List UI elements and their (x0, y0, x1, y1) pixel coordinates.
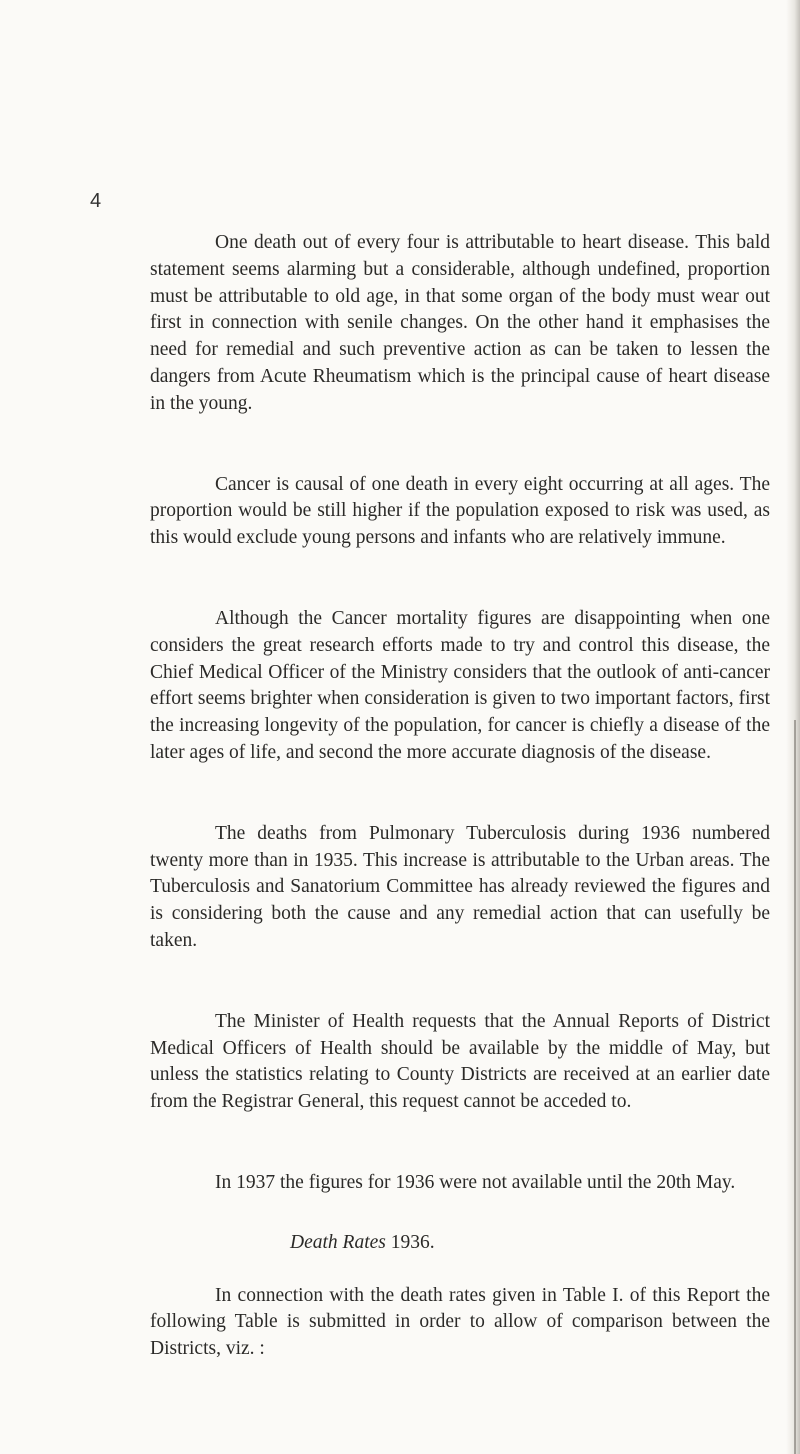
paragraph-table-introduction: In connection with the death rates given in Table I. of this Report the following Table is submitted in order to allow of comparison between the Districts, viz. : (150, 1284, 770, 1360)
paragraph-annual-reports: The Minister of Health requests that the Annual Reports of District Medical Officers of Health should be available by the middle of May, but unless the statistics relating to County Districts are received at an earlier date from the Registrar General, this request cannot be acceded to. (150, 1010, 770, 1113)
section-title: Death Rates (290, 1231, 386, 1253)
paragraph-pulmonary-tuberculosis: The deaths from Pulmonary Tuberculosis during 1936 numbered twenty more than in 1935. This increase is attributable to the Urban areas. The Tuberculosis and Sanatorium Committee has already reviewed the figures and is considering both the cause and any remedial action that can usefully be taken. (150, 822, 770, 951)
section-heading-death-rates (150, 1230, 770, 1257)
section-year: 1936. (390, 1231, 435, 1253)
page-edge-shadow (786, 0, 800, 1454)
paragraph-heart-disease: One death out of every four is attributable to heart disease. This bald statement seems alarming but a considerable, although undefined, proportion must be attributable to old age, in that some organ of the body must wear out first in connection with senile changes. On the other hand it emphasises the need for remedial and such preventive action as can be taken to lessen the dangers from Acute Rheumatism which is the principal cause of heart disease in the young. (150, 232, 770, 414)
document-body (150, 230, 770, 1363)
paragraph-figures-availability: In 1937 the figures for 1936 were not available until the 20th May. (215, 1171, 736, 1193)
paragraph-cancer-causal: Cancer is causal of one death in every eight occurring at all ages. The proportion would be still higher if the population exposed to risk was used, as this would exclude young persons and infants who are relatively immune. (150, 473, 770, 549)
paragraph-cancer-mortality: Although the Cancer mortality figures are disappointing when one considers the great research efforts made to try and control this disease, the Chief Medical Officer of the Ministry considers that the outlook of anti-cancer effort seems brighter when consideration is given to two important factors, first the increasing longevity of the population, for cancer is chiefly a disease of the later ages of life, and second the more accurate diagnosis of the disease. (150, 607, 770, 763)
page-edge-line (794, 720, 796, 1454)
page-number: 4 (90, 190, 102, 212)
